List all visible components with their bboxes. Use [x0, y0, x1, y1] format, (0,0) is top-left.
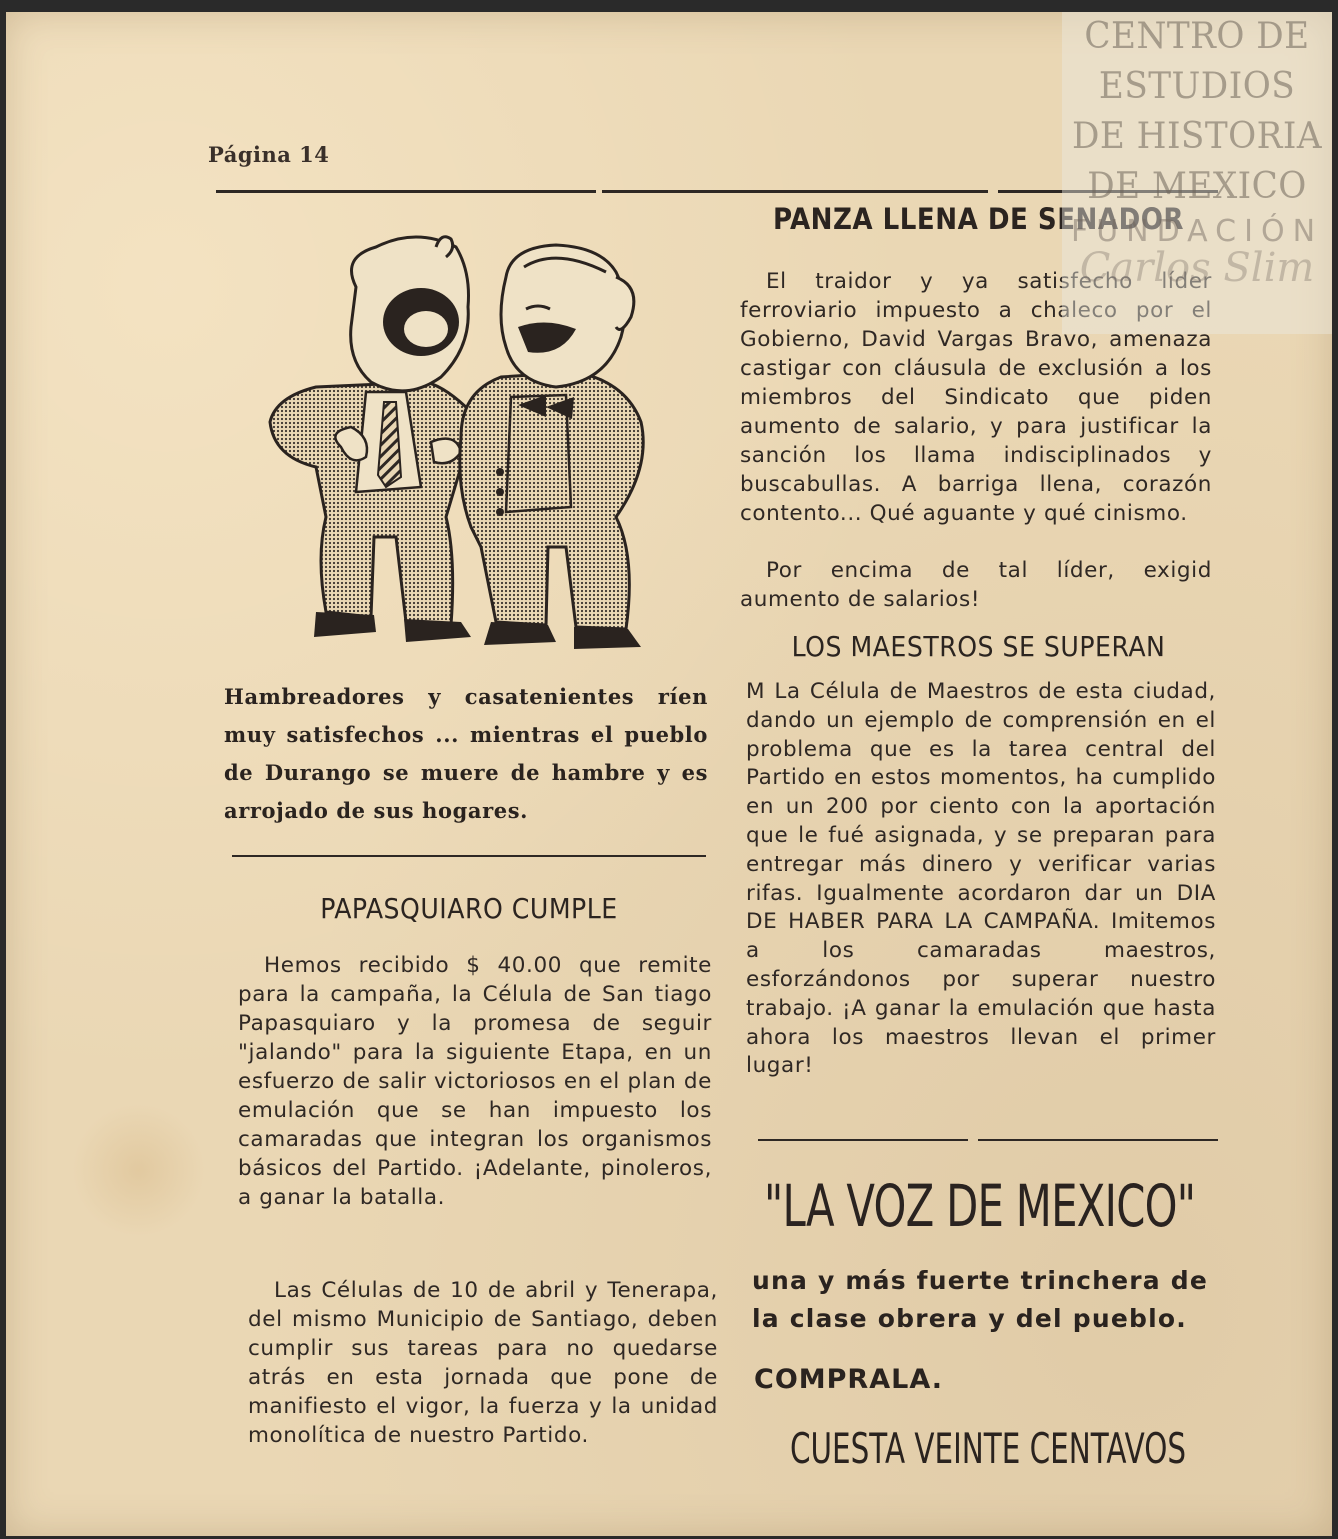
watermark-line-4: DE MEXICO: [1087, 166, 1307, 207]
maestros-title: LOS MAESTROS SE SUPERAN: [791, 630, 1166, 663]
watermark-line-2: ESTUDIOS: [1098, 66, 1296, 107]
caption-rule: [232, 855, 706, 857]
ad-rule-left: [758, 1139, 968, 1141]
watermark-signature: Carlos Slim: [1079, 245, 1315, 291]
maestros-paragraph-1: M La Célula de Maestros de esta ciudad, dando un ejemplo de comprensión en el problema que es la tarea central del Partido en estos momentos, ha cumplido en un 200 por ciento con la aportación que le fué asignada, y se preparan para entregar más dinero y verificar varias rifas. Igualmente acordaron dar un DIA DE HABER PARA LA CAMPAÑA. Imitemos a los camaradas maestros, esforzándonos por superar nuestro trabajo. ¡A ganar la emulación que hasta ahora los maestros llevan el primer lugar!: [746, 679, 1216, 1079]
cartoon-two-men-laughing-image: [256, 217, 666, 657]
cartoon-caption: Hambreadores y casatenientes ríen muy satisfechos ... mientras el pueblo de Durango se muere de hambre y es arrojado de sus hogares.: [224, 684, 708, 823]
page-number: Página 14: [208, 142, 330, 167]
top-rule-left: [216, 190, 596, 193]
ad-slogan: una y más fuerte trinchera de la clase obrera y del pueblo.: [752, 1266, 1209, 1333]
papasquiaro-paragraph-1: Hemos recibido $ 40.00 que remite para la campaña, la Célula de San tiago Papasquiaro y la promesa de seguir "jalando" para la siguiente Etapa, en un esfuerzo de salir victoriosos en el plan de emulación que se han impuesto los camaradas que integran los organismos básicos del Partido. ¡Adelante, pinoleros, a ganar la batalla.: [238, 953, 712, 1210]
watermark-foundation: FUNDACIÓN: [1070, 214, 1324, 249]
watermark-line-1: CENTRO DE: [1084, 16, 1310, 57]
ad-rule-right: [978, 1139, 1218, 1141]
watermark-line-3: DE HISTORIA: [1071, 116, 1323, 157]
newspaper-page: [6, 12, 1332, 1536]
senador-paragraph-2: Por encima de tal líder, exigid aumento de salarios!: [740, 558, 1212, 612]
papasquiaro-title: PAPASQUIARO CUMPLE: [320, 892, 618, 925]
top-rule-middle: [602, 190, 988, 193]
archive-watermark: [1062, 12, 1332, 334]
papasquiaro-paragraph-2: Las Células de 10 de abril y Tenerapa, del mismo Municipio de Santiago, deben cumplir sus tareas para no quedarse atrás en esta jornada que pone de manifiesto el vigor, la fuerza y la unidad monolítica de nuestro Partido.: [248, 1278, 718, 1448]
cartoon-illustration: [256, 217, 666, 657]
senador-title: PANZA LLENA DE SENADOR: [773, 202, 1184, 236]
senador-paragraph-1: El traidor y ya satisfecho líder ferroviario impuesto a chaleco por el Gobierno, David Vargas Bravo, amenaza castigar con cláusula de exclusión a los miembros del Sindicato que piden aumento de salario, y para justificar la sanción los llama indisciplinados y buscabullas. A barriga llena, corazón contento... Qué aguante y qué cinismo.: [740, 269, 1212, 526]
ad-call-to-action: COMPRALA.: [754, 1364, 943, 1395]
ad-title: "LA VOZ DE MEXICO": [764, 1172, 1196, 1240]
ad-price: CUESTA VEINTE CENTAVOS: [790, 1424, 1187, 1473]
